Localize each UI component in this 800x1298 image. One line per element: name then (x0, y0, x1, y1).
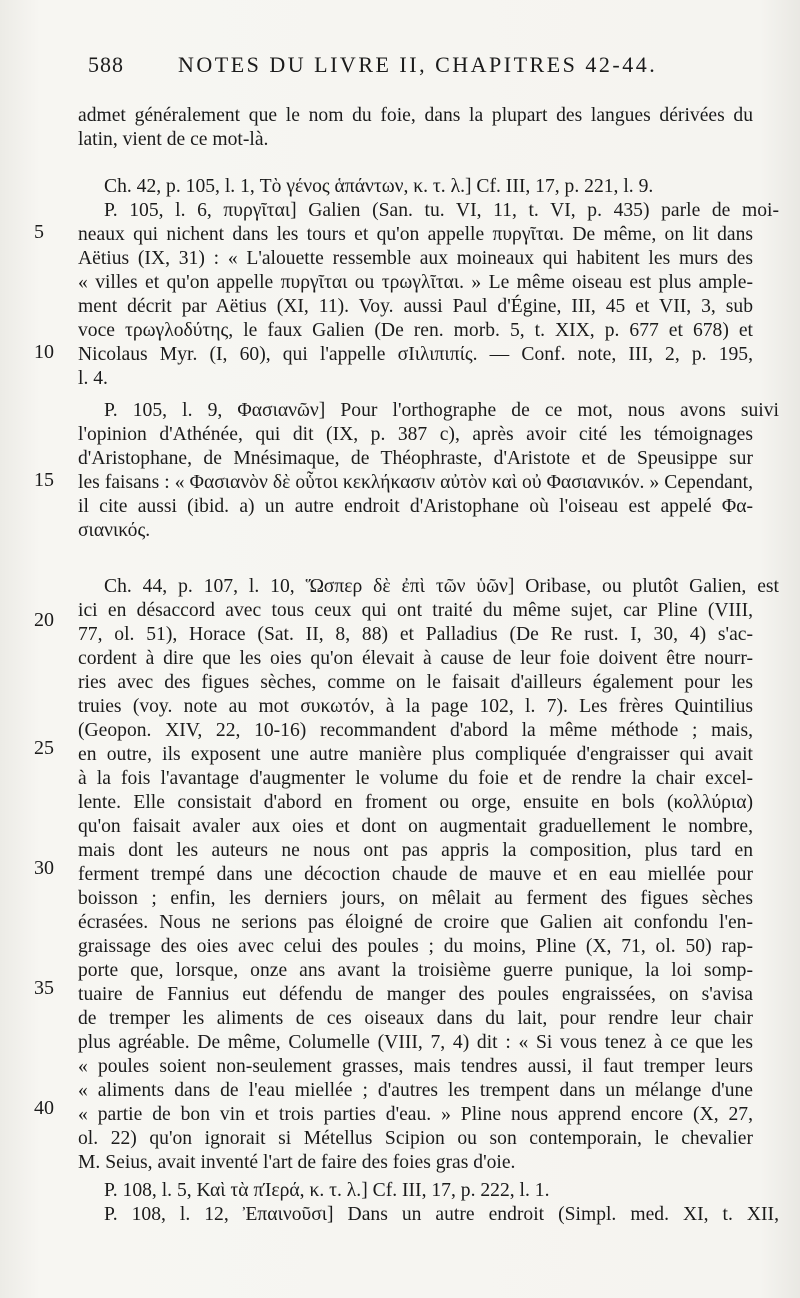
margin-line-number: 40 (34, 1097, 54, 1119)
text-line: (Geopon. XIV, 22, 10-16) recommandent d'abord la même méthode ; mais, (78, 720, 753, 741)
text-line: ici en désaccord avec tous ceux qui ont traité du même sujet, car Pline (VIII, (78, 600, 753, 621)
text-line: l. 4. (78, 368, 108, 389)
text-line: d'Aristophane, de Mnésimaque, de Théophraste, d'Aristote et de Speusippe sur (78, 448, 753, 469)
text-line: écrasées. Nous ne serions pas éloigné de croire que Galien ait confondu l'en- (78, 912, 753, 933)
text-line: voce τρωγλοδύτης, le faux Galien (De ren. morb. 5, t. XIX, p. 677 et 678) et (78, 320, 753, 341)
text-line: boisson ; enfin, les derniers jours, on mêlait au ferment des figues sèches (78, 888, 753, 909)
text-line: « partie de bon vin et trois parties d'eau. » Pline nous apprend encore (X, 27, (78, 1104, 753, 1125)
text-line: Ch. 44, p. 107, l. 10, Ὥσπερ δὲ ἐπὶ τῶν ὑῶν] Oribase, ou plutôt Galien, est (104, 576, 779, 597)
page-header (88, 52, 778, 88)
text-line: « aliments dans de l'eau miellée ; d'autres les trempent dans un mélange d'une (78, 1080, 753, 1101)
text-line: truies (voy. note au mot συκωτόν, à la page 102, l. 7). Les frères Quintilius (78, 696, 753, 717)
text-line: cordent à dire que les oies qu'on élevait à cause de leur foie doivent être nourr- (78, 648, 753, 669)
margin-line-number: 30 (34, 857, 54, 879)
text-line: P. 105, l. 9, Φασιανῶν] Pour l'orthographe de ce mot, nous avons suivi (104, 400, 779, 421)
text-line: neaux qui nichent dans les tours et qu'on appelle πυργῖται. De même, on lit dans (78, 224, 753, 245)
text-line: latin, vient de ce mot-là. (78, 129, 269, 150)
text-line: les faisans : « Φασιανὸν δὲ οὗτοι κεκλήκασιν αὐτὸν καὶ οὐ Φασιανικόν. » Cependant, (78, 472, 753, 493)
text-line: à la fois l'avantage d'augmenter le volume du foie et de rendre la chair excel- (78, 768, 753, 789)
text-line: mais dont les auteurs ne nous ont pas appris la composition, plus tard en (78, 840, 753, 861)
text-line: il cite aussi (ibid. a) un autre endroit d'Aristophane où l'oiseau est appelé Φα- (78, 496, 753, 517)
text-line: P. 105, l. 6, πυργῖται] Galien (San. tu. VI, 11, t. VI, p. 435) parle de moi- (104, 200, 779, 221)
text-line: graissage des oies avec celui des poules ; du moins, Pline (X, 71, ol. 50) rap- (78, 936, 753, 957)
text-line: qu'on faisait avaler aux oies et dont on augmentait graduellement le nombre, (78, 816, 753, 837)
margin-line-number: 35 (34, 977, 54, 999)
text-line: porte que, lorsque, onze ans avant la troisième guerre punique, la loi somp- (78, 960, 753, 981)
text-line: Ch. 42, p. 105, l. 1, Τὸ γένος ἁπάντων, κ. τ. λ.] Cf. III, 17, p. 221, l. 9. (104, 176, 654, 197)
text-line: σιανικός. (78, 520, 151, 541)
text-line: « villes et qu'on appelle πυργῖται ou τρωγλῖται. » Le même oiseau est plus ample- (78, 272, 753, 293)
text-line: M. Seius, avait inventé l'art de faire des foies gras d'oie. (78, 1152, 516, 1173)
text-line: Nicolaus Myr. (I, 60), qui l'appelle σΙιλιπιπίς. — Conf. note, III, 2, p. 195, (78, 344, 753, 365)
text-line: tuaire de Fannius eut défendu de manger des poules engraissées, on s'avisa (78, 984, 753, 1005)
page-number: 588 (88, 52, 124, 77)
text-line: l'opinion d'Athénée, qui dit (IX, p. 387 c), après avoir cité les témoignages (78, 424, 753, 445)
running-head: NOTES DU LIVRE II, CHAPITRES 42-44. (178, 52, 658, 77)
margin-line-number: 15 (34, 469, 54, 491)
text-line: P. 108, l. 12, Ἐπαινοῦσι] Dans un autre endroit (Simpl. med. XI, t. XII, (104, 1204, 779, 1225)
margin-line-number: 25 (34, 737, 54, 759)
margin-line-number: 20 (34, 609, 54, 631)
text-line: 77, ol. 51), Horace (Sat. II, 8, 88) et Palladius (De Re rust. I, 30, 4) s'ac- (78, 624, 753, 645)
text-line: Aëtius (IX, 31) : « L'alouette ressemble aux moineaux qui habitent les murs des (78, 248, 753, 269)
text-line: admet généralement que le nom du foie, dans la plupart des langues dérivées du (78, 105, 753, 126)
text-line: ries avec des figues sèches, comme on le faisait d'ailleurs également pour les (78, 672, 753, 693)
text-line: ferment trempé dans une décoction chaude de mauve et en eau miellée pour (78, 864, 753, 885)
text-line: plus agréable. De même, Columelle (VIII, 7, 4) dit : « Si vous tenez à ce que les (78, 1032, 753, 1053)
margin-line-number: 10 (34, 341, 54, 363)
text-line: lente. Elle consistait d'abord en froment ou orge, ensuite en bols (κολλύρια) (78, 792, 753, 813)
text-line: en outre, ils exposent une autre manière plus compliquée d'engraisser qui avait (78, 744, 753, 765)
margin-line-number: 5 (34, 221, 44, 243)
text-line: de tremper les aliments de ces oiseaux dans du lait, pour rendre leur chair (78, 1008, 753, 1029)
text-line: P. 108, l. 5, Καὶ τὰ πΊερά, κ. τ. λ.] Cf. III, 17, p. 222, l. 1. (104, 1180, 550, 1201)
text-line: ment décrit par Aëtius (XI, 11). Voy. aussi Paul d'Égine, III, 45 et VII, 3, sub (78, 296, 753, 317)
text-line: ol. 22) qu'on ignorait si Métellus Scipion ou son contemporain, le chevalier (78, 1128, 753, 1149)
text-line: « poules soient non-seulement grasses, mais tendres aussi, il faut tremper leurs (78, 1056, 753, 1077)
